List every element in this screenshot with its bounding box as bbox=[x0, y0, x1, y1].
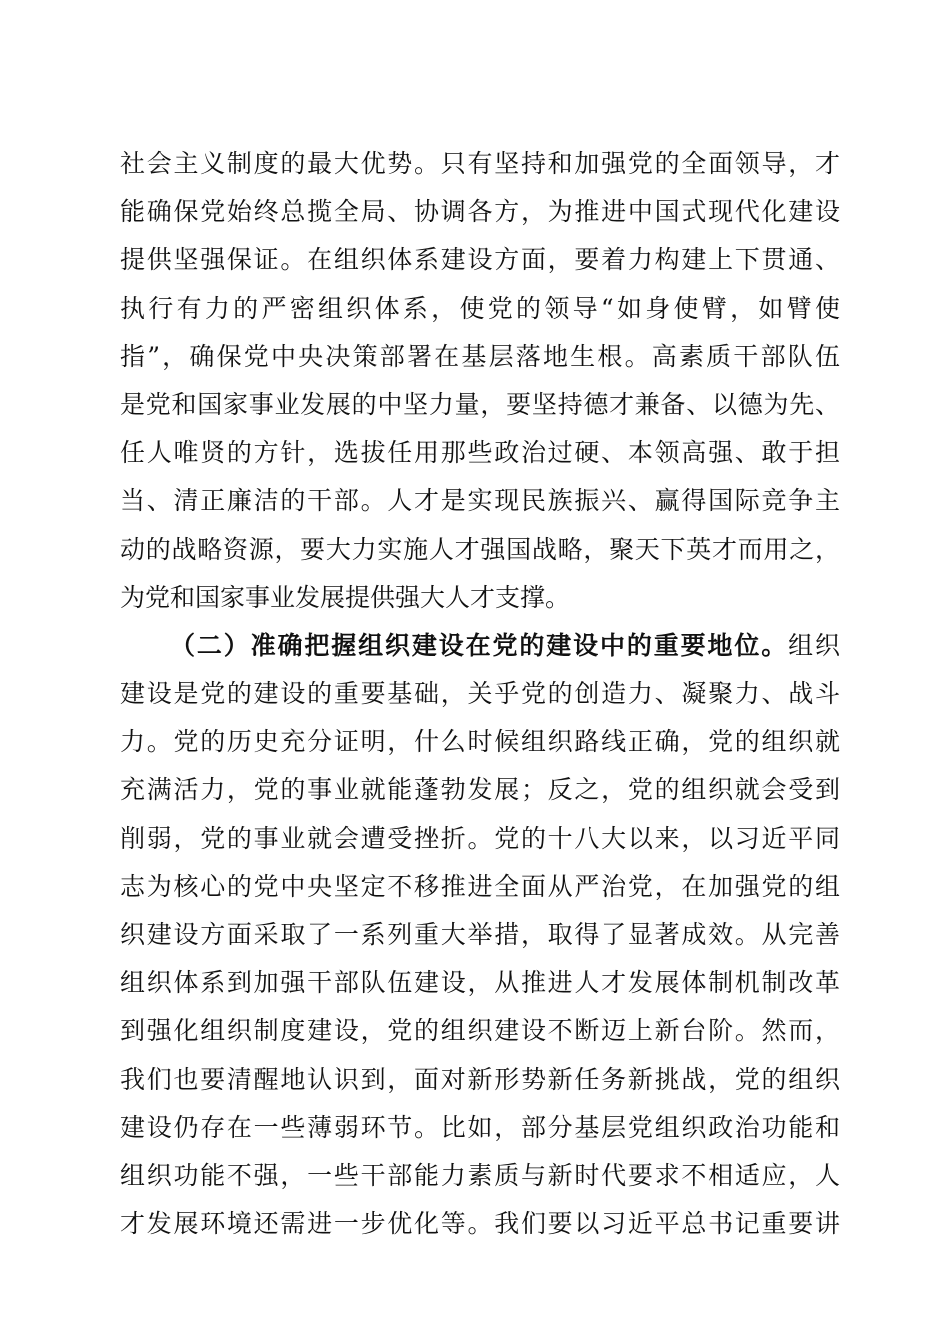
paragraph-line: 充满活力，党的事业就能蓬勃发展；反之，党的组织就会受到 bbox=[120, 775, 840, 805]
paragraph-line: 建设是党的建设的重要基础，关乎党的创造力、凝聚力、战斗 bbox=[120, 679, 840, 709]
body-text bbox=[120, 140, 840, 1248]
paragraph-line: 才发展环境还需进一步优化等。我们要以习近平总书记重要讲 bbox=[120, 1209, 840, 1239]
paragraph-line: 织建设方面采取了一系列重大举措，取得了显著成效。从完善 bbox=[120, 920, 840, 949]
paragraph-line: 社会主义制度的最大优势。只有坚持和加强党的全面领导，才 bbox=[120, 149, 840, 178]
section-heading: （二）准确把握组织建设在党的建设中的重要地位。 bbox=[170, 630, 789, 660]
paragraph-line: 到强化组织制度建设，党的组织建设不断迈上新台阶。然而， bbox=[120, 1016, 840, 1046]
section-heading-line bbox=[120, 622, 840, 670]
paragraph-line: 执行有力的严密组织体系，使党的领导“如身使臂，如臂使 bbox=[120, 293, 840, 323]
paragraph-line: 建设仍存在一些薄弱环节。比如，部分基层党组织政治功能和 bbox=[120, 1112, 840, 1142]
paragraph-line: 为党和国家事业发展提供强大人才支撑。 bbox=[120, 582, 571, 612]
paragraph-line: 能确保党始终总揽全局、协调各方，为推进中国式现代化建设 bbox=[120, 197, 840, 227]
paragraph-line: 力。党的历史充分证明，什么时候组织路线正确，党的组织就 bbox=[120, 727, 840, 757]
paragraph-line: 削弱，党的事业就会遭受挫折。党的十八大以来，以习近平同 bbox=[120, 823, 840, 853]
paragraph-line: 提供坚强保证。在组织体系建设方面，要着力构建上下贯通、 bbox=[120, 245, 840, 275]
paragraph-line: 志为核心的党中央坚定不移推进全面从严治党，在加强党的组 bbox=[120, 871, 840, 901]
paragraph-line: 动的战略资源，要大力实施人才强国战略，聚天下英才而用之， bbox=[120, 534, 840, 564]
paragraph-line: 任人唯贤的方针，选拔任用那些政治过硬、本领高强、敢于担 bbox=[120, 438, 840, 468]
paragraph-line: 我们也要清醒地认识到，面对新形势新任务新挑战，党的组织 bbox=[120, 1064, 840, 1094]
paragraph-line: 组织体系到加强干部队伍建设，从推进人才发展体制机制改革 bbox=[120, 968, 840, 998]
heading-line-rest: 组织 bbox=[788, 630, 840, 660]
paragraph-line: 是党和国家事业发展的中坚力量，要坚持德才兼备、以德为先、 bbox=[120, 389, 840, 419]
paragraph-line: 组织功能不强，一些干部能力素质与新时代要求不相适应，人 bbox=[120, 1160, 840, 1190]
paragraph-line: 指”，确保党中央决策部署在基层落地生根。高素质干部队伍 bbox=[120, 341, 840, 371]
paragraph-line: 当、清正廉洁的干部。人才是实现民族振兴、赢得国际竞争主 bbox=[120, 486, 840, 516]
